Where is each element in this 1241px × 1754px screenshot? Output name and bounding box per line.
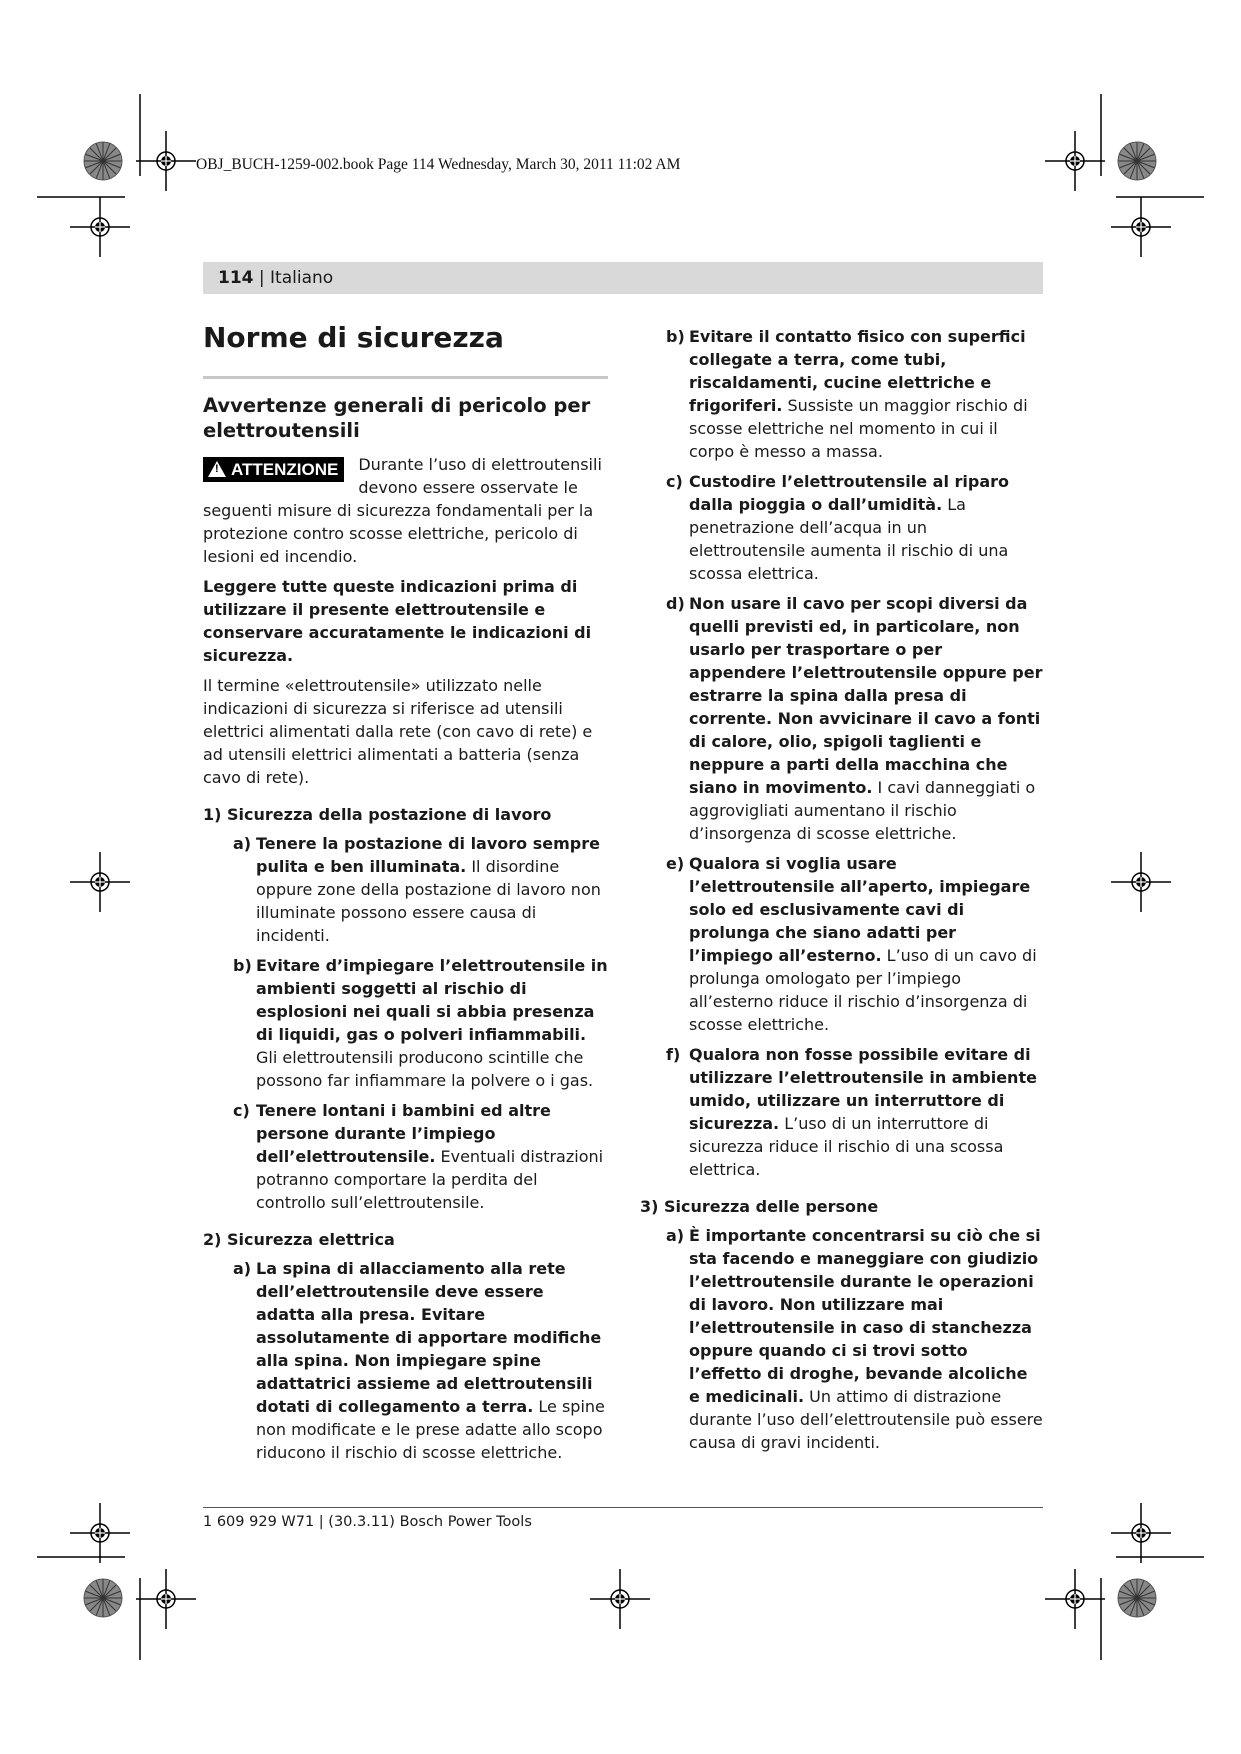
- item-bold: Evitare il contatto fisico con superfici collegate a terra, come tubi, riscaldamenti, cucine elettriche e frigoriferi.: [689, 327, 1026, 415]
- item-letter: a): [666, 1226, 685, 1245]
- item-letter: a): [233, 834, 252, 853]
- page-number: 114: [218, 268, 254, 288]
- item-bold: Evitare d’impiegare l’elettroutensile in ambienti soggetti al rischio di esplosioni nei quali si abbia presenza di liquidi, gas o polveri infiammabili.: [256, 956, 608, 1044]
- list-item: [666, 1043, 1043, 1181]
- page-title: Norme di sicurezza: [203, 321, 504, 354]
- list-item: [233, 954, 608, 1092]
- item-bold: Tenere lontani i bambini ed altre persone durante l’impiego dell’elettroutensile.: [256, 1101, 551, 1166]
- list-item: [666, 470, 1043, 585]
- term-definition: Il termine «elettroutensile» utilizzato nelle indicazioni di sicurezza si riferisce ad utensili elettrici alimentati dalla rete (con cavo di rete) e ad utensili elettrici alimentati a batteria (senza cavo di rete).: [203, 676, 593, 787]
- right-column: [640, 325, 1043, 1461]
- item-bold: È importante concentrarsi su ciò che si sta facendo e maneggiare con giudizio l’elettroutensile durante le operazioni di lavoro. Non utilizzare mai l’elettroutensile in caso di stanchezza oppure quando ci si trovi sotto l’effetto di droghe, bevande alcoliche e medicinali.: [689, 1226, 1041, 1406]
- left-column: [203, 320, 608, 1471]
- item-letter: f): [666, 1045, 681, 1064]
- section1-title: 1) Sicurezza della postazione di lavoro: [203, 805, 552, 824]
- read-instructions: Leggere tutte queste indicazioni prima di utilizzare il presente elettroutensile e conservare accuratamente le indicazioni di sicurezza.: [203, 577, 592, 665]
- item-letter: b): [233, 956, 252, 975]
- item-text: L’uso di un cavo di prolunga omologato per l’impiego all’esterno riduce il rischio d’insorgenza di scosse elettriche.: [689, 946, 1037, 1034]
- warning-text: Durante l’uso di elettroutensili devono essere osservate le seguenti misure di sicurezza fondamentali per la protezione contro scosse elettriche, pericolo di lesioni ed incendio.: [203, 455, 602, 566]
- warning-badge: [203, 457, 344, 482]
- item-text: Sussiste un maggior rischio di scosse elettriche nel momento in cui il corpo è messo a massa.: [689, 396, 1028, 461]
- item-bold: Non usare il cavo per scopi diversi da quelli previsti ed, in particolare, non usarlo per trasportare o per appendere l’elettroutensile oppure per estrarre la spina dalla presa di corrente. Non avvicinare il cavo a fonti di calore, olio, spigoli taglienti e neppure a parti della macchina che siano in movimento.: [689, 594, 1043, 797]
- section3-title: 3) Sicurezza delle persone: [640, 1197, 879, 1216]
- item-text: Eventuali distrazioni potranno comportare la perdita del controllo sull’elettroutensile.: [256, 1147, 604, 1212]
- item-bold: La spina di allacciamento alla rete dell’elettroutensile deve essere adatta alla presa. Evitare assolutamente di apportare modifiche alla spina. Non impiegare spine adattatrici assieme ad elettroutensili dotati di collegamento a terra.: [256, 1259, 602, 1416]
- list-item: [233, 1099, 608, 1214]
- item-text: Un attimo di distrazione durante l’uso dell’elettroutensile può essere causa di gravi incidenti.: [689, 1387, 1043, 1452]
- page-footer: 1 609 929 W71 | (30.3.11) Bosch Power Tools: [203, 1514, 532, 1530]
- list-item: [233, 832, 608, 947]
- title-divider: [203, 376, 608, 379]
- list-item: [666, 592, 1043, 845]
- item-text: La penetrazione dell’acqua in un elettroutensile aumenta il rischio di una scossa elettrica.: [689, 495, 1009, 583]
- warning-label: ATTENZIONE: [231, 460, 339, 479]
- item-letter: d): [666, 594, 685, 613]
- item-bold: Custodire l’elettroutensile al riparo dalla pioggia o dall’umidità.: [689, 472, 1010, 514]
- page-separator: |: [253, 268, 271, 288]
- item-bold: Tenere la postazione di lavoro sempre pulita e ben illuminata.: [256, 834, 600, 876]
- section2-title: 2) Sicurezza elettrica: [203, 1230, 395, 1249]
- item-bold: Qualora non fosse possibile evitare di utilizzare l’elettroutensile in ambiente umido, utilizzare un interruttore di sicurezza.: [689, 1045, 1037, 1133]
- item-text: Il disordine oppure zone della postazione di lavoro non illuminate possono essere causa di incidenti.: [256, 857, 601, 945]
- item-letter: c): [666, 472, 683, 491]
- item-letter: e): [666, 854, 685, 873]
- list-item: [666, 325, 1043, 463]
- list-item: [666, 1224, 1043, 1454]
- list-item: [666, 852, 1043, 1036]
- print-slug: OBJ_BUCH-1259-002.book Page 114 Wednesday, March 30, 2011 11:02 AM: [196, 156, 681, 173]
- page-header-band: [203, 262, 1043, 294]
- warning-triangle-icon: !: [208, 461, 226, 477]
- page-language: Italiano: [270, 268, 334, 288]
- item-text: L’uso di un interruttore di sicurezza riduce il rischio di una scossa elettrica.: [689, 1114, 1004, 1179]
- page-number-label: [218, 268, 333, 288]
- list-item: [233, 1257, 608, 1464]
- item-bold: Qualora si voglia usare l’elettroutensile all’aperto, impiegare solo ed esclusivamente cavi di prolunga che siano adatti per l’impiego all’esterno.: [689, 854, 1031, 965]
- item-letter: b): [666, 327, 685, 346]
- item-text: I cavi danneggiati o aggrovigliati aumentano il rischio d’insorgenza di scosse elettriche.: [689, 778, 1036, 843]
- section-heading: Avvertenze generali di pericolo per elettroutensili: [203, 394, 591, 442]
- footer-divider: [203, 1507, 1043, 1508]
- item-letter: c): [233, 1101, 250, 1120]
- item-letter: a): [233, 1259, 252, 1278]
- item-text: Le spine non modificate e le prese adatte allo scopo riducono il rischio di scosse elettriche.: [256, 1397, 605, 1462]
- item-text: Gli elettroutensili producono scintille che possono far infiammare la polvere o i gas.: [256, 1048, 594, 1090]
- warning-paragraph: [203, 453, 608, 568]
